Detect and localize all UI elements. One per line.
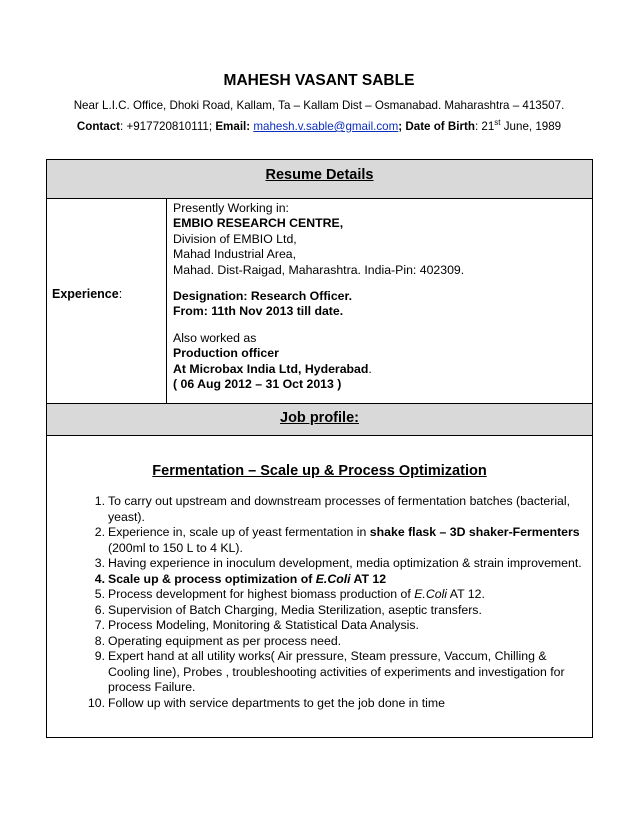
job-profile-heading: Job profile: [47, 403, 592, 436]
job-section-title: Fermentation – Scale up & Process Optimization [152, 463, 487, 479]
list-item: 5. Process development for highest biomass production of E.Coli AT 12. [94, 587, 485, 601]
list-item: 1. To carry out upstream and downstream processes of fermentation batches (bacterial, yeast). [94, 494, 571, 524]
list-item: 3. Having experience in inoculum development, media optimization & strain improvement. [94, 556, 582, 570]
list-item: 4. Scale up & process optimization of E.Coli AT 12 [94, 571, 387, 586]
company-area: Mahad Industrial Area, [173, 247, 297, 262]
previous-designation: Production officer [173, 346, 279, 361]
company-location: Mahad. Dist-Raigad, Maharashtra. India-Pin: 402309. [173, 262, 465, 277]
resume-table [46, 159, 593, 738]
dob-label: ; Date of Birth [398, 120, 475, 133]
list-item: 9. Expert hand at all utility works( Air pressure, Steam pressure, Vaccum, Chilling & Cooling line), Probes , troubleshooting activities of experiments and investigation for process Failure. [94, 649, 565, 694]
experience-details [173, 201, 583, 392]
list-item: 7. Process Modeling, Monitoring & Statistical Data Analysis. [94, 618, 419, 632]
email-label: Email: [215, 120, 254, 133]
job-duties-list [83, 494, 583, 711]
address-line: Near L.I.C. Office, Dhoki Road, Kallam, Ta – Kallam Dist – Osmanabad. Maharashtra – 413507. [73, 99, 565, 112]
designation: Designation: Research Officer. [173, 289, 353, 304]
previous-company: At Microbax India Ltd, Hyderabad. [173, 361, 372, 376]
list-item: 8. Operating equipment as per process need. [94, 633, 342, 648]
previous-period: ( 06 Aug 2012 – 31 Oct 2013 ) [173, 377, 342, 392]
presently-working-line: Presently Working in: [173, 201, 289, 215]
list-item: 2. Experience in, scale up of yeast fermentation in shake flask – 3D shaker-Fermenters (200ml to 150 L to 4 KL). [94, 525, 580, 555]
company-division: Division of EMBIO Ltd, [173, 231, 297, 246]
email-link[interactable]: mahesh.v.sable@gmail.com [253, 120, 399, 133]
experience-label: Experience: [52, 287, 123, 301]
resume-details-heading: Resume Details [47, 160, 592, 199]
dob-value: : 21st June, 1989 [474, 118, 562, 133]
resume-header [0, 72, 638, 134]
contact-line [0, 120, 638, 134]
start-date: From: 11th Nov 2013 till date. [173, 304, 344, 319]
list-item: 6. Supervision of Batch Charging, Media Sterilization, aseptic transfers. [94, 602, 482, 617]
company-name: EMBIO RESEARCH CENTRE, [173, 216, 344, 231]
previous-work-intro: Also worked as [173, 330, 257, 345]
candidate-name: MAHESH VASANT SABLE [223, 72, 415, 89]
contact-label: Contact [76, 120, 121, 133]
list-item: 10. Follow up with service departments to get the job done in time [87, 695, 445, 710]
phone-number: : +917720810111; [120, 120, 216, 133]
column-divider [166, 198, 167, 403]
